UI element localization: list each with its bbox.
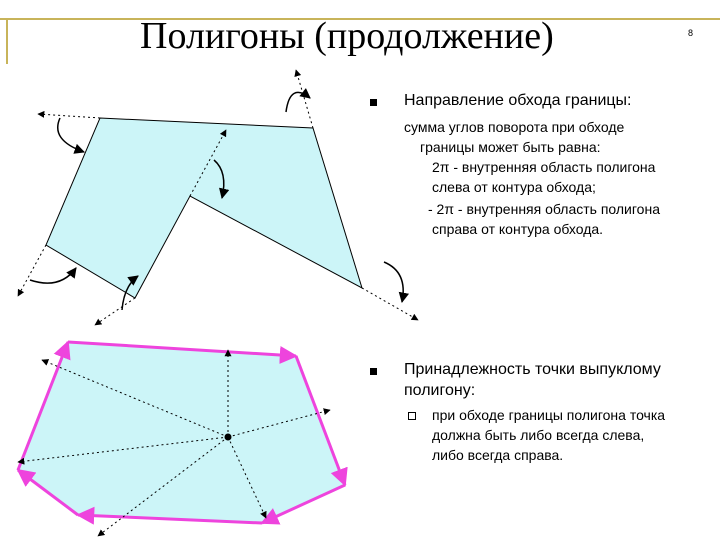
page-number: 8 bbox=[688, 28, 694, 38]
extension-line bbox=[18, 245, 46, 296]
section2-sub-line: должна быть либо всегда слева, bbox=[432, 427, 645, 443]
extension-line bbox=[95, 298, 135, 325]
bullet-marker bbox=[370, 99, 377, 106]
turn-angle-arc bbox=[286, 92, 310, 112]
turn-angle-arc bbox=[30, 268, 76, 283]
section1-line: границы может быть равна: bbox=[420, 139, 601, 155]
test-point bbox=[225, 434, 232, 441]
turn-angle-arc bbox=[384, 262, 403, 302]
extension-line bbox=[296, 70, 313, 128]
section1-line: сумма углов поворота при обходе bbox=[404, 119, 625, 135]
section1-heading: Направление обхода границы: bbox=[404, 92, 632, 109]
section1-line: справа от контура обхода. bbox=[432, 221, 604, 237]
section1-line: - 2π - внутренняя область полигона bbox=[428, 201, 660, 217]
turn-angle-arc bbox=[58, 118, 84, 152]
section2-heading-line: Принадлежность точки выпуклому bbox=[404, 361, 661, 378]
section1-line: 2π - внутренняя область полигона bbox=[432, 159, 656, 175]
extension-line bbox=[362, 288, 418, 320]
concave-polygon bbox=[46, 118, 362, 298]
section2-heading-line: полигону: bbox=[404, 382, 476, 399]
bullet-marker bbox=[370, 368, 377, 375]
section2-sub-line: либо всегда справа. bbox=[432, 447, 564, 463]
extension-line bbox=[38, 114, 100, 118]
convex-polygon bbox=[18, 342, 345, 523]
section2-sub-line: при обходе границы полигона точка bbox=[432, 407, 666, 423]
slide-title: Полигоны (продолжение) bbox=[140, 15, 554, 57]
section1-line: слева от контура обхода; bbox=[432, 179, 596, 195]
sub-bullet-marker bbox=[408, 412, 416, 420]
